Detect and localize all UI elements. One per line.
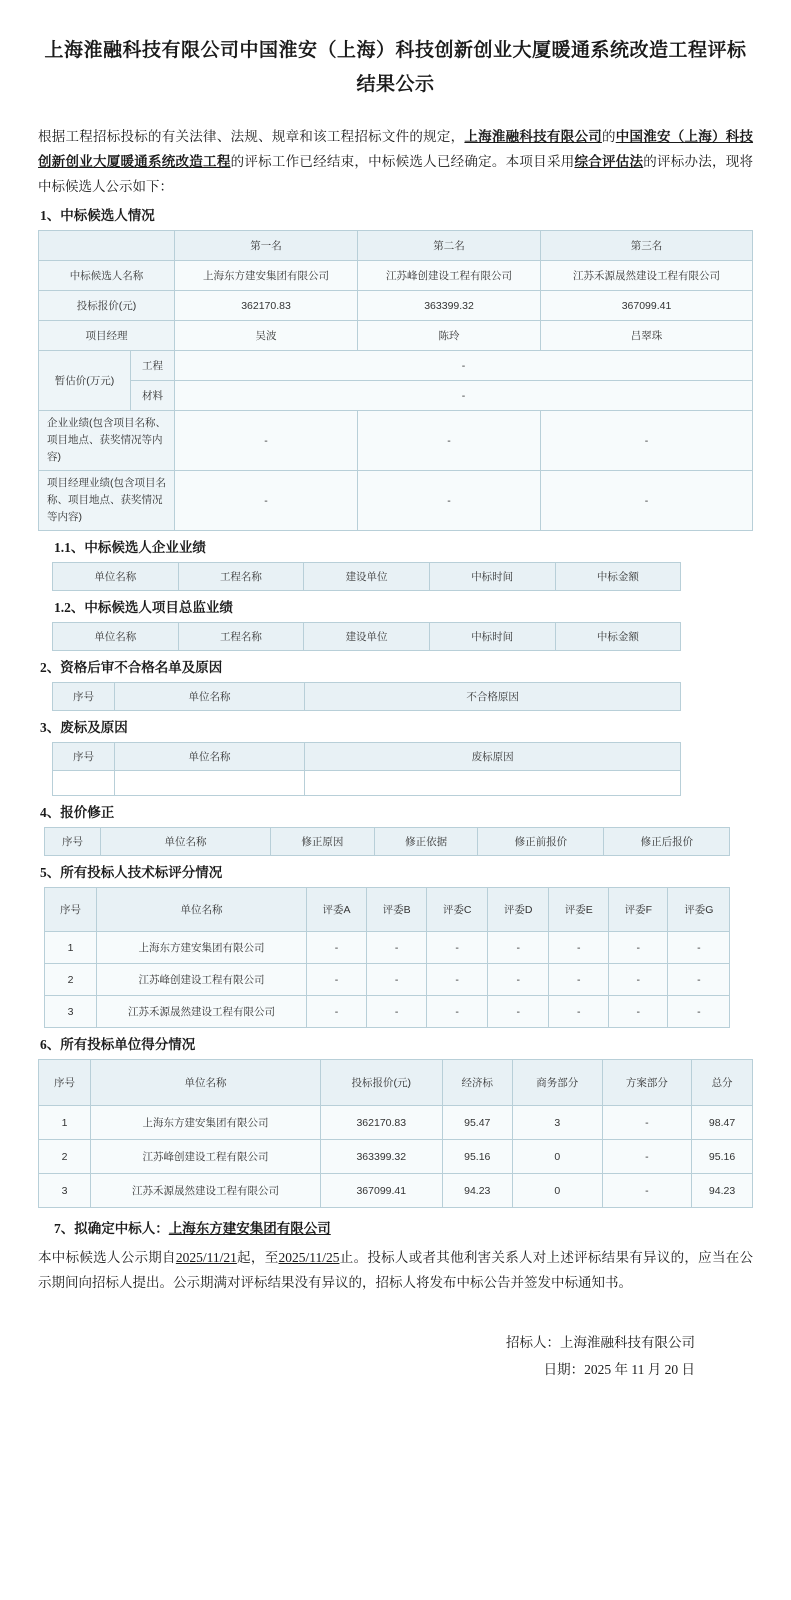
row-label-name: 中标候选人名称 <box>39 261 175 291</box>
score-c: - <box>427 996 488 1028</box>
candidate2-name: 江苏峰创建设工程有限公司 <box>358 261 541 291</box>
row-total-score: 95.16 <box>692 1140 753 1174</box>
row-label-manager: 项目经理 <box>39 321 175 351</box>
intro-paragraph <box>38 124 753 199</box>
score-c: - <box>427 964 488 996</box>
col-unit-name: 单位名称 <box>53 623 179 651</box>
row-unit-name: 江苏峰创建设工程有限公司 <box>91 1140 321 1174</box>
score-a: - <box>307 964 367 996</box>
winner-name: 上海东方建安集团有限公司 <box>168 1221 331 1236</box>
row-plan-part: - <box>602 1106 692 1140</box>
price-correction-table <box>44 827 730 856</box>
candidate2-manager-perf: - <box>358 471 541 531</box>
col-economic-score: 经济标 <box>442 1060 512 1106</box>
row-total-score: 94.23 <box>692 1174 753 1208</box>
row-index: 1 <box>45 932 97 964</box>
col-unit-name: 单位名称 <box>97 888 307 932</box>
candidate3-company-perf: - <box>541 411 753 471</box>
col-unit-name: 单位名称 <box>115 683 305 711</box>
estimate-sub-engineering: 工程 <box>131 351 175 381</box>
table-row <box>39 1060 753 1106</box>
col-project-name: 工程名称 <box>178 623 304 651</box>
table-row <box>39 231 753 261</box>
row-bid-price: 363399.32 <box>321 1140 443 1174</box>
score-f: - <box>609 932 668 964</box>
cell-empty <box>53 771 115 796</box>
notice-text-b: 起，至 <box>236 1250 279 1265</box>
table-row <box>39 1174 753 1208</box>
technical-scores-table <box>44 887 730 1028</box>
score-b: - <box>367 996 427 1028</box>
row-unit-name: 上海东方建安集团有限公司 <box>97 932 307 964</box>
estimate-sub-material: 材料 <box>131 381 175 411</box>
col-index: 序号 <box>45 888 97 932</box>
score-b: - <box>367 932 427 964</box>
col-judge-c: 评委C <box>427 888 488 932</box>
footer-block <box>38 1329 753 1383</box>
row-bid-price: 367099.41 <box>321 1174 443 1208</box>
score-e: - <box>549 964 609 996</box>
section-heading-1-1: 1.1、中标候选人企业业绩 <box>54 540 206 555</box>
col-unit-name: 单位名称 <box>101 828 271 856</box>
table-row <box>45 996 730 1028</box>
row-plan-part: - <box>602 1174 692 1208</box>
score-f: - <box>609 996 668 1028</box>
intro-text-c: 的 <box>601 129 616 144</box>
score-f: - <box>609 964 668 996</box>
col-index: 序号 <box>53 683 115 711</box>
winner-line <box>38 1216 753 1241</box>
row-bid-price: 362170.83 <box>321 1106 443 1140</box>
col-judge-a: 评委A <box>307 888 367 932</box>
table-row <box>39 411 753 471</box>
score-e: - <box>549 932 609 964</box>
candidate1-company-perf: - <box>175 411 358 471</box>
table-row <box>39 351 753 381</box>
candidates-col-first: 第一名 <box>175 231 358 261</box>
row-economic-score: 94.23 <box>442 1174 512 1208</box>
winner-label: 7、拟确定中标人： <box>54 1221 169 1236</box>
table-row <box>53 623 681 651</box>
row-business-part: 0 <box>512 1174 602 1208</box>
score-g: - <box>668 932 730 964</box>
notice-text-a: 本中标候选人公示期自 <box>38 1250 176 1265</box>
col-award-amount: 中标金额 <box>555 563 681 591</box>
section-heading-5: 5、所有投标人技术标评分情况 <box>40 865 223 880</box>
col-disqualify-reason: 不合格原因 <box>305 683 681 711</box>
row-label-company-perf: 企业业绩(包含项目名称、项目地点、获奖情况等内容) <box>39 411 175 471</box>
score-d: - <box>488 932 549 964</box>
score-e: - <box>549 996 609 1028</box>
col-price-after: 修正后报价 <box>604 828 730 856</box>
row-unit-name: 上海东方建安集团有限公司 <box>91 1106 321 1140</box>
row-total-score: 98.47 <box>692 1106 753 1140</box>
col-total-score: 总分 <box>692 1060 753 1106</box>
col-judge-b: 评委B <box>367 888 427 932</box>
candidates-col-third: 第三名 <box>541 231 753 261</box>
project-name-inline: 中国淮安（上海）科技创新创业大厦暖通系统改造工程 <box>38 129 754 169</box>
col-index: 序号 <box>45 828 101 856</box>
table-row <box>39 1106 753 1140</box>
col-correction-basis: 修正依据 <box>374 828 478 856</box>
col-judge-e: 评委E <box>549 888 609 932</box>
section-heading-1-2: 1.2、中标候选人项目总监业绩 <box>54 600 233 615</box>
cell-empty <box>305 771 681 796</box>
table-row <box>39 321 753 351</box>
row-business-part: 0 <box>512 1140 602 1174</box>
score-g: - <box>668 964 730 996</box>
table-row <box>39 381 753 411</box>
row-unit-name: 江苏禾源晟然建设工程有限公司 <box>97 996 307 1028</box>
supervisor-performance-table <box>52 622 681 651</box>
footer-tenderer: 招标人：上海淮融科技有限公司 <box>506 1335 695 1350</box>
score-a: - <box>307 932 367 964</box>
col-unit-name: 单位名称 <box>53 563 179 591</box>
row-index: 2 <box>39 1140 91 1174</box>
invalid-bid-table <box>52 742 681 796</box>
notice-text-c: 止。投标人或者其他利害关系人对上述评标结果有异议的，应当在公示期间向招标人提出。公示期满对评标结果没有异议的，招标人将发布中标公告并签发中标通知书。 <box>38 1250 754 1290</box>
row-index: 2 <box>45 964 97 996</box>
col-award-time: 中标时间 <box>429 563 555 591</box>
candidate3-manager-perf: - <box>541 471 753 531</box>
section-heading-6: 6、所有投标单位得分情况 <box>40 1037 196 1052</box>
intro-text-e: 的评标工作已经结束，中标候选人已经确定。本项目采用 <box>230 154 575 169</box>
col-project-name: 工程名称 <box>178 563 304 591</box>
row-unit-name: 江苏禾源晟然建设工程有限公司 <box>91 1174 321 1208</box>
section-heading-2: 2、资格后审不合格名单及原因 <box>40 660 223 675</box>
estimate-engineering-value: - <box>175 351 753 381</box>
col-unit-name: 单位名称 <box>91 1060 321 1106</box>
disqualified-table <box>52 682 681 711</box>
score-a: - <box>307 996 367 1028</box>
row-unit-name: 江苏峰创建设工程有限公司 <box>97 964 307 996</box>
row-business-part: 3 <box>512 1106 602 1140</box>
candidate1-manager: 吴波 <box>175 321 358 351</box>
table-row <box>53 683 681 711</box>
estimate-material-value: - <box>175 381 753 411</box>
candidate3-name: 江苏禾源晟然建设工程有限公司 <box>541 261 753 291</box>
footer-date: 日期：2025 年 11 月 20 日 <box>543 1362 695 1377</box>
company-performance-table <box>52 562 681 591</box>
col-award-time: 中标时间 <box>429 623 555 651</box>
table-row <box>39 1140 753 1174</box>
intro-text-a: 根据工程招标投标的有关法律、法规、规章和该工程招标文件的规定， <box>38 129 465 144</box>
col-plan-part: 方案部分 <box>602 1060 692 1106</box>
col-construction-unit: 建设单位 <box>304 623 430 651</box>
row-label-estimate: 暂估价(万元) <box>39 351 131 411</box>
score-c: - <box>427 932 488 964</box>
col-invalid-reason: 废标原因 <box>305 743 681 771</box>
candidate1-manager-perf: - <box>175 471 358 531</box>
table-row <box>53 771 681 796</box>
table-row <box>45 964 730 996</box>
col-award-amount: 中标金额 <box>555 623 681 651</box>
row-economic-score: 95.16 <box>442 1140 512 1174</box>
row-label-manager-perf: 项目经理业绩(包含项目名称、项目地点、获奖情况等内容) <box>39 471 175 531</box>
table-row <box>39 471 753 531</box>
table-row <box>39 261 753 291</box>
candidate2-company-perf: - <box>358 411 541 471</box>
table-row <box>39 291 753 321</box>
col-price-before: 修正前报价 <box>478 828 604 856</box>
row-plan-part: - <box>602 1140 692 1174</box>
score-d: - <box>488 964 549 996</box>
col-judge-d: 评委D <box>488 888 549 932</box>
candidate1-price: 362170.83 <box>175 291 358 321</box>
table-row <box>53 563 681 591</box>
table-row <box>53 743 681 771</box>
page-title: 上海淮融科技有限公司中国淮安（上海）科技创新创业大厦暖通系统改造工程评标结果公示 <box>44 40 747 95</box>
candidate2-price: 363399.32 <box>358 291 541 321</box>
candidate2-manager: 陈玲 <box>358 321 541 351</box>
section-heading-3: 3、废标及原因 <box>40 720 128 735</box>
col-business-part: 商务部分 <box>512 1060 602 1106</box>
col-index: 序号 <box>39 1060 91 1106</box>
candidate3-manager: 吕翠珠 <box>541 321 753 351</box>
section-heading-4: 4、报价修正 <box>40 805 115 820</box>
score-d: - <box>488 996 549 1028</box>
row-index: 1 <box>39 1106 91 1140</box>
candidates-table <box>38 230 753 531</box>
notice-date-start: 2025/11/21 <box>175 1250 237 1265</box>
row-index: 3 <box>39 1174 91 1208</box>
candidate1-name: 上海东方建安集团有限公司 <box>175 261 358 291</box>
col-index: 序号 <box>53 743 115 771</box>
total-scores-table <box>38 1059 753 1208</box>
col-judge-f: 评委F <box>609 888 668 932</box>
candidate3-price: 367099.41 <box>541 291 753 321</box>
table-row <box>45 888 730 932</box>
table-row <box>45 828 730 856</box>
col-correction-reason: 修正原因 <box>271 828 375 856</box>
cell-empty <box>115 771 305 796</box>
row-economic-score: 95.47 <box>442 1106 512 1140</box>
score-b: - <box>367 964 427 996</box>
col-bid-price: 投标报价(元) <box>321 1060 443 1106</box>
score-g: - <box>668 996 730 1028</box>
col-judge-g: 评委G <box>668 888 730 932</box>
table-row <box>45 932 730 964</box>
candidates-col-second: 第二名 <box>358 231 541 261</box>
section-heading-1: 1、中标候选人情况 <box>40 208 155 223</box>
tenderer-name-inline: 上海淮融科技有限公司 <box>464 129 602 144</box>
row-index: 3 <box>45 996 97 1028</box>
row-label-price: 投标报价(元) <box>39 291 175 321</box>
notice-paragraph <box>38 1245 753 1295</box>
candidates-col-blank <box>39 231 175 261</box>
notice-date-end: 2025/11/25 <box>278 1250 340 1265</box>
col-construction-unit: 建设单位 <box>304 563 430 591</box>
col-unit-name: 单位名称 <box>115 743 305 771</box>
intro-text-g: 的评标办法，现将中标候选人公示如下： <box>38 154 754 194</box>
evaluation-method: 综合评估法 <box>574 154 644 169</box>
